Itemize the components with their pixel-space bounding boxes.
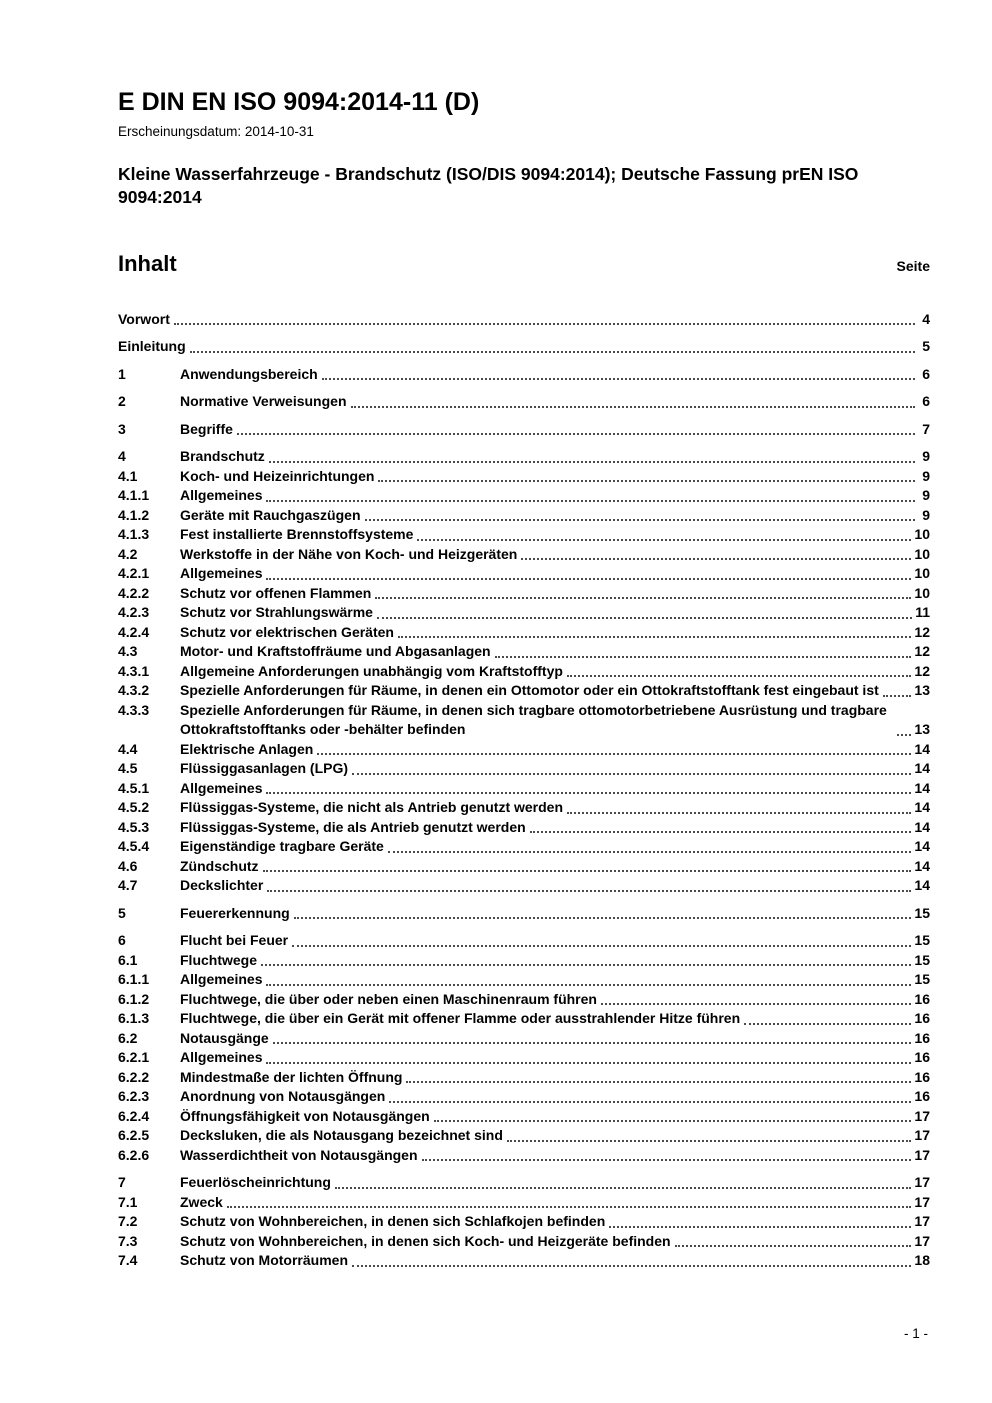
- toc-leader-dots: [317, 753, 911, 755]
- toc-entry-label: Allgemeines: [180, 565, 263, 582]
- page-number: - 1 -: [903, 1326, 928, 1341]
- toc-entry-label: Zündschutz: [180, 857, 259, 874]
- toc-entry: [118, 1029, 930, 1049]
- toc-entry-number: 4.5.4: [118, 838, 150, 855]
- toc-entry-page: 16: [914, 1010, 930, 1027]
- toc-leader-dots: [398, 636, 911, 638]
- toc-leader-dots: [190, 351, 915, 353]
- toc-entry-page: 17: [914, 1107, 930, 1124]
- toc-entry-page: 14: [914, 877, 930, 894]
- toc-entry-number: 4.1: [118, 467, 138, 484]
- toc-leader-dots: [266, 792, 911, 794]
- toc-leader-dots: [263, 870, 912, 872]
- toc-leader-dots: [269, 461, 915, 463]
- toc-leader-dots: [266, 500, 915, 502]
- toc-entry-number: 4.5.3: [118, 818, 150, 835]
- toc-leader-dots: [352, 773, 911, 775]
- toc-entry-page: 9: [922, 487, 930, 504]
- toc-entry-label: Motor- und Kraftstoffräume und Abgasanlagen: [180, 643, 491, 660]
- toc-leader-dots: [273, 1042, 912, 1044]
- toc-entry-label: Werkstoffe in der Nähe von Koch- und Heizgeräten: [180, 545, 518, 562]
- toc-entry-page: 14: [914, 818, 930, 835]
- toc-entry-page: 14: [914, 779, 930, 796]
- toc-leader-dots: [601, 1003, 911, 1005]
- toc-entry: [118, 525, 930, 545]
- document-subtitle: Kleine Wasserfahrzeuge - Brandschutz (ISO/DIS 9094:2014); Deutsche Fassung prEN ISO 9094:2014: [118, 163, 859, 207]
- toc-entry: [118, 951, 930, 971]
- toc-entry-number: 6.2.3: [118, 1088, 150, 1105]
- toc-entry-page: 9: [922, 467, 930, 484]
- toc-entry-label: Flüssiggas-Systeme, die nicht als Antrieb genutzt werden: [180, 799, 564, 816]
- toc-entry-page: 13: [914, 682, 930, 699]
- toc-entry-label: Schutz vor Strahlungswärme: [180, 604, 373, 621]
- toc-entry: [118, 1251, 930, 1271]
- toc-entry-page: 17: [914, 1127, 930, 1144]
- page-footer: [904, 1326, 928, 1341]
- toc-entry: [118, 798, 930, 818]
- toc-entry-number: 2: [118, 393, 126, 410]
- toc-entry: [118, 681, 930, 701]
- toc-entry: [118, 931, 930, 951]
- toc-entry: [118, 1232, 930, 1252]
- toc-entry-number: 4.3.2: [118, 682, 150, 699]
- toc-entry: [118, 392, 930, 412]
- toc-entry-number: 6.1.1: [118, 971, 150, 988]
- toc-entry-page: 10: [914, 565, 930, 582]
- toc-entry: [118, 623, 930, 643]
- toc-entry-page: 13: [914, 721, 930, 738]
- toc-entry-number: 7.3: [118, 1232, 138, 1249]
- toc-leader-dots: [388, 851, 912, 853]
- toc-entry-number: 1: [118, 365, 126, 382]
- toc-leader-dots: [378, 480, 915, 482]
- toc-entry: [118, 701, 930, 740]
- toc-entry: [118, 990, 930, 1010]
- toc-leader-dots: [261, 964, 911, 966]
- toc-entry-page: 10: [914, 584, 930, 601]
- toc-entry: [118, 1146, 930, 1166]
- toc-leader-dots: [744, 1023, 911, 1025]
- toc-entry-number: 4.2.3: [118, 604, 150, 621]
- toc-leader-dots: [389, 1101, 911, 1103]
- toc-leader-dots: [266, 578, 911, 580]
- toc-entry-number: 7.1: [118, 1193, 138, 1210]
- toc-entry-number: 7.2: [118, 1213, 138, 1230]
- toc-entry-number: 4.5.1: [118, 779, 150, 796]
- toc-entry: [118, 818, 930, 838]
- toc-entry: [118, 584, 930, 604]
- toc-entry-number: 6.1.3: [118, 1010, 150, 1027]
- toc-entry-number: 4.3: [118, 643, 138, 660]
- toc-entry-label: Mindestmaße der lichten Öffnung: [180, 1068, 403, 1085]
- toc-leader-dots: [335, 1187, 912, 1189]
- document-title: E DIN EN ISO 9094:2014-11 (D): [118, 88, 480, 116]
- toc-entry-label: Allgemeines: [180, 1049, 263, 1066]
- toc-entry-page: 9: [922, 448, 930, 465]
- toc-entry: [118, 740, 930, 760]
- toc-entry-page: 14: [914, 740, 930, 757]
- toc-entry-label: Decksluken, die als Notausgang bezeichnet sind: [180, 1127, 503, 1144]
- toc-entry-page: 9: [922, 506, 930, 523]
- toc-leader-dots: [422, 1159, 912, 1161]
- toc-entry-number: 4.3.1: [118, 662, 150, 679]
- toc-entry-label: Koch- und Heizeinrichtungen: [180, 467, 375, 484]
- toc-entry: [118, 837, 930, 857]
- toc-entry-page: 12: [914, 662, 930, 679]
- toc-entry-number: 4: [118, 448, 126, 465]
- toc-entry-number: 4.4: [118, 740, 138, 757]
- toc-entry: [118, 642, 930, 662]
- toc-entry-page: 11: [915, 604, 930, 621]
- toc-leader-dots: [434, 1120, 912, 1122]
- toc-entry: [118, 486, 930, 506]
- toc-entry-label: Flüssiggasanlagen (LPG): [180, 760, 349, 777]
- toc-entry-number: 4.2.2: [118, 584, 150, 601]
- toc-entry-label: Normative Verweisungen: [180, 393, 347, 410]
- toc-leader-dots: [897, 734, 911, 736]
- toc-entry-number: 6.2.1: [118, 1049, 150, 1066]
- toc-leader-dots: [567, 812, 911, 814]
- toc-entry-number: 6.2.4: [118, 1107, 150, 1124]
- toc-entry-page: 10: [914, 545, 930, 562]
- toc-entry-number: 4.2.4: [118, 623, 150, 640]
- toc-entry-number: 6.2: [118, 1029, 138, 1046]
- toc-leader-dots: [495, 656, 912, 658]
- toc-entry-page: 14: [914, 760, 930, 777]
- toc-entry-number: 4.2.1: [118, 565, 150, 582]
- toc-entry-label: Spezielle Anforderungen für Räume, in denen sich tragbare ottomotorbetriebene Ausrüstung und tragbare Ottokraftstofftanks oder -behälter befinden: [180, 701, 887, 738]
- toc-entry-page: 5: [922, 338, 930, 355]
- toc-entry-number: 6.2.5: [118, 1127, 150, 1144]
- toc-entry-label: Allgemeines: [180, 971, 263, 988]
- toc-entry-page: 17: [914, 1213, 930, 1230]
- toc-entry-number: 7.4: [118, 1252, 138, 1269]
- toc-entry-page: 15: [914, 932, 930, 949]
- toc-entry-label: Allgemeines: [180, 487, 263, 504]
- toc-entry-number: 3: [118, 420, 126, 437]
- toc-leader-dots: [377, 617, 912, 619]
- toc-entry-page: 17: [914, 1146, 930, 1163]
- toc-heading: Inhalt: [118, 250, 177, 276]
- toc-entry-number: 4.1.2: [118, 506, 150, 523]
- toc-entry-page: 16: [914, 1088, 930, 1105]
- toc-entry-number: 6.2.2: [118, 1068, 150, 1085]
- toc-entry-number: 4.2: [118, 545, 138, 562]
- toc-entry-page: 12: [914, 623, 930, 640]
- toc-entry-label: Flucht bei Feuer: [180, 932, 289, 949]
- toc-entry-label: Elektrische Anlagen: [180, 740, 314, 757]
- toc-entry: [118, 779, 930, 799]
- toc-entry-label: Anordnung von Notausgängen: [180, 1088, 386, 1105]
- toc-entry: [118, 876, 930, 896]
- toc-entry-number: 6.2.6: [118, 1146, 150, 1163]
- toc-entry-label: Allgemeine Anforderungen unabhängig vom Kraftstofftyp: [180, 662, 563, 679]
- toc-entry-number: 6.1.2: [118, 990, 150, 1007]
- toc-entry-number: 6.1: [118, 951, 138, 968]
- toc-entry: [118, 1087, 930, 1107]
- toc-entry: [118, 1173, 930, 1193]
- toc-leader-dots: [266, 984, 911, 986]
- toc-leader-dots: [237, 433, 915, 435]
- toc-entry-page: 7: [922, 420, 930, 437]
- toc-entry: [118, 603, 930, 623]
- toc-entry-page: 14: [914, 838, 930, 855]
- toc-entry-page: 16: [914, 990, 930, 1007]
- toc-leader-dots: [675, 1245, 912, 1247]
- toc-entry-number: 4.3.3: [118, 701, 150, 718]
- toc-leader-dots: [227, 1206, 912, 1208]
- toc-entry-page: 14: [914, 857, 930, 874]
- toc-leader-dots: [375, 597, 911, 599]
- toc-leader-dots: [883, 695, 912, 697]
- toc-entry-label: Fest installierte Brennstoffsysteme: [180, 526, 414, 543]
- toc-header: [118, 251, 930, 277]
- toc-entry-page: 17: [914, 1193, 930, 1210]
- toc-leader-dots: [567, 675, 911, 677]
- toc-entry-label: Fluchtwege, die über ein Gerät mit offener Flamme oder ausstrahlender Hitze führen: [180, 1010, 741, 1027]
- toc-entry-page: 17: [914, 1232, 930, 1249]
- toc-entry-page: 15: [914, 904, 930, 921]
- toc-entry-label: Schutz von Wohnbereichen, in denen sich Koch- und Heizgeräte befinden: [180, 1232, 671, 1249]
- toc-leader-dots: [174, 323, 915, 325]
- toc-entry: [118, 1009, 930, 1029]
- toc-leader-dots: [351, 406, 915, 408]
- toc-entry: [118, 506, 930, 526]
- toc-entry-label: Wasserdichtheit von Notausgängen: [180, 1146, 418, 1163]
- toc-entry-page: 6: [922, 393, 930, 410]
- toc-entry-page: 16: [914, 1049, 930, 1066]
- toc-entry: [118, 1048, 930, 1068]
- table-of-contents: [118, 310, 930, 1271]
- toc-entry-page: 16: [914, 1029, 930, 1046]
- toc-entry-number: 5: [118, 904, 126, 921]
- toc-entry-number: 6: [118, 932, 126, 949]
- toc-entry-label: Begriffe: [180, 420, 233, 437]
- toc-entry-label: Schutz von Motorräumen: [180, 1252, 349, 1269]
- toc-leader-dots: [294, 917, 912, 919]
- toc-entry-label: Brandschutz: [180, 448, 265, 465]
- toc-entry-label: Vorwort: [118, 310, 170, 327]
- toc-entry: [118, 970, 930, 990]
- toc-leader-dots: [417, 539, 911, 541]
- toc-entry-label: Einleitung: [118, 338, 186, 355]
- toc-entry: [118, 337, 930, 357]
- toc-page-column-label: Seite: [896, 257, 930, 274]
- toc-entry-label: Flüssiggas-Systeme, die als Antrieb genutzt werden: [180, 818, 526, 835]
- toc-entry-page: 12: [914, 643, 930, 660]
- toc-entry-label: Fluchtwege: [180, 951, 258, 968]
- toc-entry-number: 4.7: [118, 877, 138, 894]
- toc-entry-page: 18: [914, 1252, 930, 1269]
- toc-entry-label: Schutz von Wohnbereichen, in denen sich Schlafkojen befinden: [180, 1213, 606, 1230]
- toc-entry-label: Allgemeines: [180, 779, 263, 796]
- toc-leader-dots: [530, 831, 912, 833]
- toc-entry-label: Schutz vor offenen Flammen: [180, 584, 372, 601]
- toc-entry: [118, 662, 930, 682]
- toc-leader-dots: [292, 945, 911, 947]
- toc-entry: [118, 420, 930, 440]
- toc-entry-label: Geräte mit Rauchgaszügen: [180, 506, 361, 523]
- toc-entry-page: 17: [914, 1174, 930, 1191]
- toc-entry: [118, 904, 930, 924]
- toc-entry: [118, 857, 930, 877]
- toc-entry: [118, 1193, 930, 1213]
- toc-entry-number: 4.1.3: [118, 526, 150, 543]
- toc-entry-page: 16: [914, 1068, 930, 1085]
- toc-entry-number: 4.1.1: [118, 487, 150, 504]
- toc-entry: [118, 467, 930, 487]
- release-date: Erscheinungsdatum: 2014-10-31: [118, 123, 314, 139]
- toc-entry-label: Öffnungsfähigkeit von Notausgängen: [180, 1107, 430, 1124]
- toc-leader-dots: [352, 1265, 911, 1267]
- toc-entry-label: Zweck: [180, 1193, 223, 1210]
- toc-leader-dots: [322, 378, 915, 380]
- toc-leader-dots: [507, 1140, 912, 1142]
- toc-entry: [118, 1212, 930, 1232]
- toc-entry: [118, 447, 930, 467]
- toc-entry-page: 15: [914, 951, 930, 968]
- toc-entry-label: Feuererkennung: [180, 904, 290, 921]
- toc-entry-label: Anwendungsbereich: [180, 365, 318, 382]
- toc-entry: [118, 545, 930, 565]
- toc-entry-page: 4: [922, 310, 930, 327]
- toc-entry-number: 4.6: [118, 857, 138, 874]
- toc-leader-dots: [521, 558, 911, 560]
- toc-entry-page: 6: [922, 365, 930, 382]
- toc-entry: [118, 1107, 930, 1127]
- toc-entry-label: Eigenständige tragbare Geräte: [180, 838, 384, 855]
- toc-leader-dots: [365, 519, 916, 521]
- toc-entry-page: 10: [914, 526, 930, 543]
- toc-entry-label: Schutz vor elektrischen Geräten: [180, 623, 394, 640]
- toc-entry: [118, 564, 930, 584]
- toc-entry-label: Spezielle Anforderungen für Räume, in denen ein Ottomotor oder ein Ottokraftstofftank fest eingebaut ist: [180, 682, 879, 699]
- toc-entry-page: 14: [914, 799, 930, 816]
- toc-entry: [118, 1068, 930, 1088]
- toc-entry: [118, 365, 930, 385]
- toc-entry: [118, 310, 930, 330]
- toc-leader-dots: [406, 1081, 911, 1083]
- toc-entry-label: Feuerlöscheinrichtung: [180, 1174, 331, 1191]
- toc-entry-page: 15: [914, 971, 930, 988]
- toc-leader-dots: [609, 1226, 911, 1228]
- toc-entry: [118, 1126, 930, 1146]
- toc-entry-label: Deckslichter: [180, 877, 264, 894]
- toc-entry-number: 7: [118, 1174, 126, 1191]
- toc-leader-dots: [266, 1062, 911, 1064]
- toc-leader-dots: [267, 890, 911, 892]
- toc-entry-number: 4.5: [118, 760, 138, 777]
- toc-entry-label: Fluchtwege, die über oder neben einen Maschinenraum führen: [180, 990, 597, 1007]
- toc-entry-label: Notausgänge: [180, 1029, 269, 1046]
- document-header: [118, 88, 930, 209]
- toc-entry: [118, 759, 930, 779]
- toc-entry-number: 4.5.2: [118, 799, 150, 816]
